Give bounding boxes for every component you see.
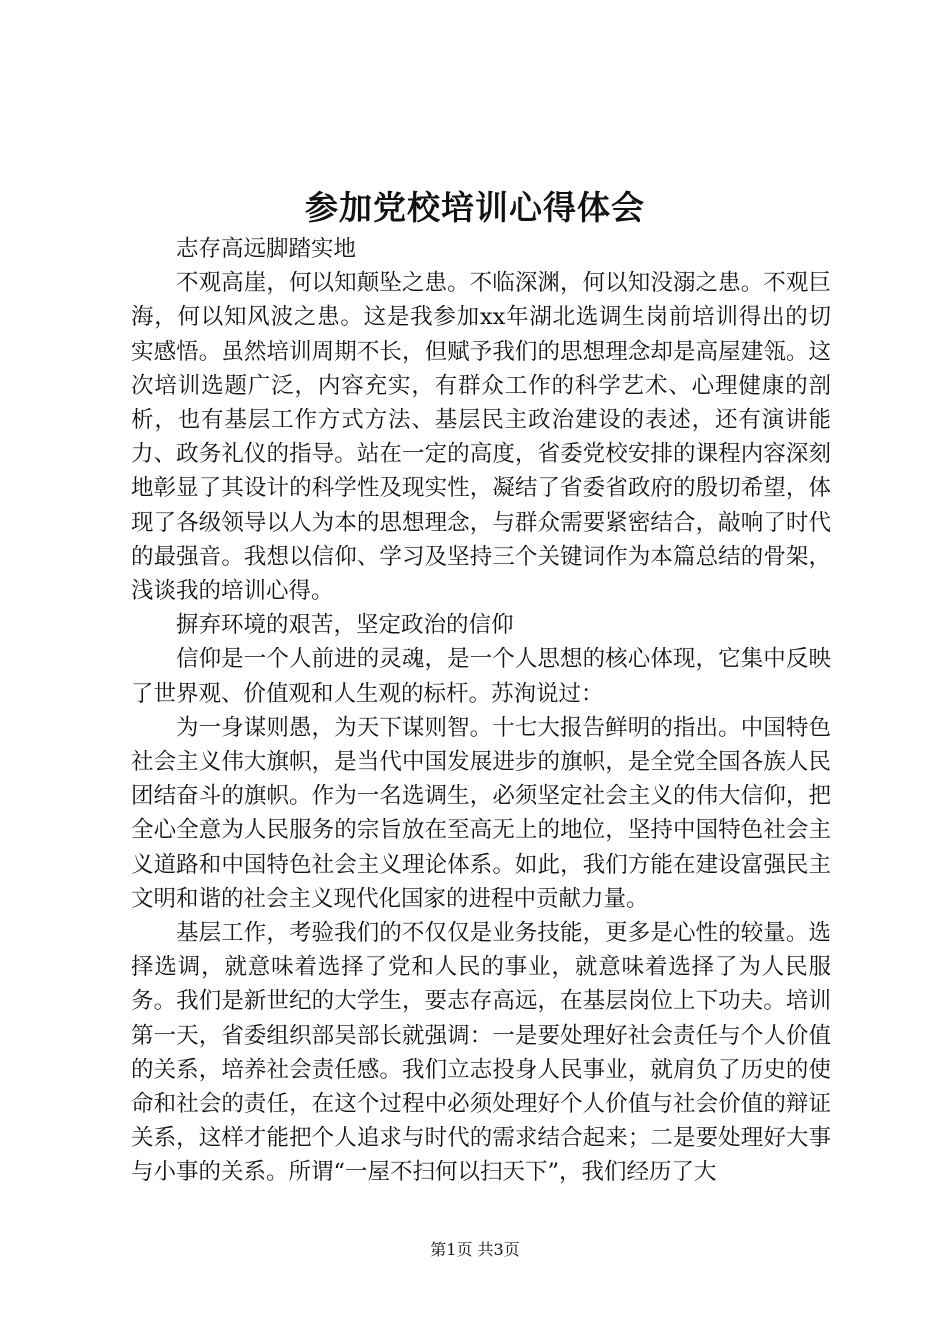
document-body (131, 232, 831, 1190)
section-heading: 志存高远脚踏实地 (176, 236, 357, 262)
section-heading: 摒弃环境的艰苦，坚定政治的信仰 (176, 612, 514, 639)
body-paragraph: 不观高崖，何以知颠坠之患。不临深渊，何以知没溺之患。不观巨海，何以知风波之患。这是我参加xx年湖北选调生岗前培训得出的切实感悟。虽然培训周期不长，但赋予我们的思想理念却是高屋建瓴。这次培训选题广泛，内容充实，有群众工作的科学艺术、心理健康的剖析，也有基层工作方式方法、基层民主政治建设的表述，还有演讲能力、政务礼仪的指导。站在一定的高度，省委党校安排的课程内容深刻地彰显了其设计的科学性及现实性，凝结了省委省政府的殷切希望，体现了各级领导以人为本的思想理念，与群众需要紧密结合，敲响了时代的最强音。我想以信仰、学习及坚持三个关键词作为本篇总结的骨架，浅谈我的培训心得。 (131, 270, 831, 605)
page-number-footer: 第1页 共3页 (430, 1240, 520, 1259)
document-title: 参加党校培训心得体会 (305, 188, 645, 227)
body-paragraph: 为一身谋则愚，为天下谋则智。十七大报告鲜明的指出。中国特色社会主义伟大旗帜，是当代中国发展进步的旗帜，是全党全国各族人民团结奋斗的旗帜。作为一名选调生，必须坚定社会主义的伟大信仰，把全心全意为人民服务的宗旨放在至高无上的地位，坚持中国特色社会主义道路和中国特色社会主义理论体系。如此，我们方能在建设富强民主文明和谐的社会主义现代化国家的进程中贡献力量。 (131, 714, 831, 912)
body-paragraph: 信仰是一个人前进的灵魂，是一个人思想的核心体现，它集中反映了世界观、价值观和人生观的标杆。苏洵说过： (131, 646, 831, 707)
body-paragraph: 基层工作，考验我们的不仅仅是业务技能，更多是心性的较量。选择选调，就意味着选择了党和人民的事业，就意味着选择了为人民服务。我们是新世纪的大学生，要志存高远，在基层岗位上下功夫。培训第一天，省委组织部吴部长就强调：一是要处理好社会责任与个人价值的关系，培养社会责任感。我们立志投身人民事业，就肩负了历史的使命和社会的责任，在这个过程中必须处理好个人价值与社会价值的辩证关系，这样才能把个人追求与时代的需求结合起来；二是要处理好大事与小事的关系。所谓“一屋不扫何以扫天下”，我们经历了大 (131, 920, 831, 1186)
